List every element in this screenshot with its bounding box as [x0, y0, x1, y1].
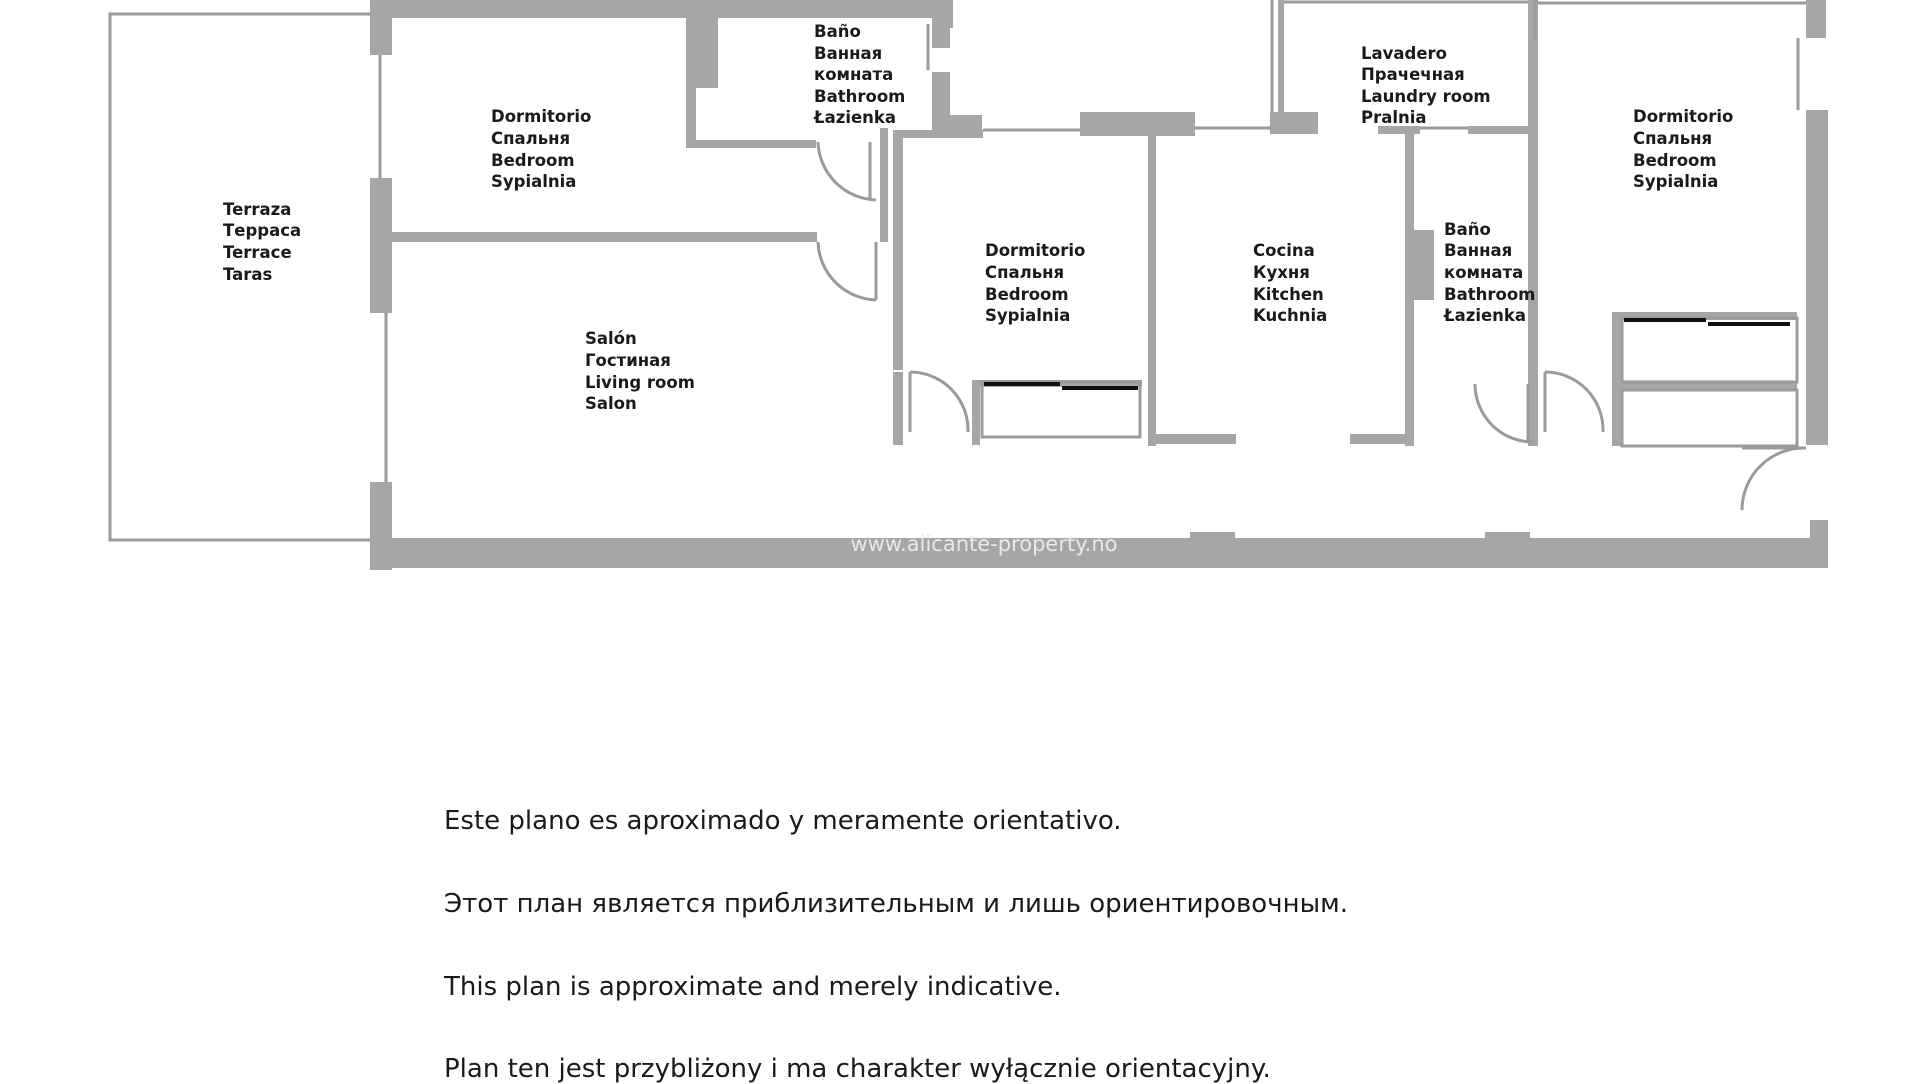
walls [370, 0, 1828, 570]
door-swing [818, 142, 876, 200]
wall [1806, 110, 1828, 445]
wardrobe-rails [984, 320, 1790, 388]
wall [1410, 230, 1434, 300]
wall [1156, 434, 1236, 444]
wardrobe [1622, 390, 1797, 446]
wall [1278, 0, 1284, 112]
wall [893, 130, 983, 138]
room-label-bedroom-3: Dormitorio Спальня Bedroom Sypialnia [1633, 107, 1734, 191]
wall [372, 0, 950, 18]
wall [392, 232, 817, 242]
door-swing [1475, 384, 1533, 442]
disclaimer-english: This plan is approximate and merely indicative. [444, 972, 1062, 1002]
room-label-bathroom-2: Baño Ванная комната Bathroom Łazienka [1444, 220, 1536, 325]
wall [1080, 112, 1195, 136]
room-label-kitchen: Cocina Кухня Kitchen Kuchnia [1253, 241, 1328, 325]
thin-lines [110, 0, 1806, 540]
door-swing [818, 242, 876, 300]
door-swing [1742, 448, 1806, 510]
wall [1528, 0, 1538, 446]
wall [972, 380, 980, 445]
wardrobe [1622, 318, 1797, 382]
wall [880, 128, 888, 242]
room-label-bedroom-1: Dormitorio Спальня Bedroom Sypialnia [491, 107, 592, 191]
wall [1350, 434, 1412, 444]
wall [893, 130, 903, 370]
wall [932, 18, 950, 48]
wall [1485, 532, 1530, 544]
wall [1190, 532, 1235, 544]
door-swing [910, 372, 968, 432]
wall [1806, 0, 1826, 38]
wall [932, 72, 950, 117]
disclaimer-russian: Этот план является приблизительным и лишь ориентировочным. [444, 889, 1348, 919]
watermark: www.alicante-property.no [850, 532, 1118, 556]
disclaimer-spanish: Este plano es aproximado y meramente orientativo. [444, 806, 1122, 836]
room-label-bedroom-2: Dormitorio Спальня Bedroom Sypialnia [985, 241, 1086, 325]
room-label-laundry: Lavadero Прачечная Laundry room Pralnia [1361, 44, 1491, 127]
room-label-living-room: Salón Гостиная Living room Salon [585, 329, 695, 413]
room-label-terrace: Terraza Терраса Terrace Taras [223, 200, 302, 284]
wall [686, 18, 696, 148]
wall [893, 372, 903, 445]
wall [1270, 112, 1318, 134]
door-swing [1545, 372, 1603, 432]
room-label-bathroom-1: Baño Ванная комната Bathroom Łazienka [814, 22, 906, 127]
wall [1810, 520, 1828, 560]
wardrobe [982, 382, 1140, 437]
wall [1148, 130, 1156, 446]
wall [370, 0, 392, 55]
disclaimer-polish: Plan ten jest przybliżony i ma charakter wyłącznie orientacyjny. [444, 1054, 1271, 1084]
wall [370, 178, 392, 313]
wall [1468, 126, 1532, 134]
wall [686, 140, 816, 148]
